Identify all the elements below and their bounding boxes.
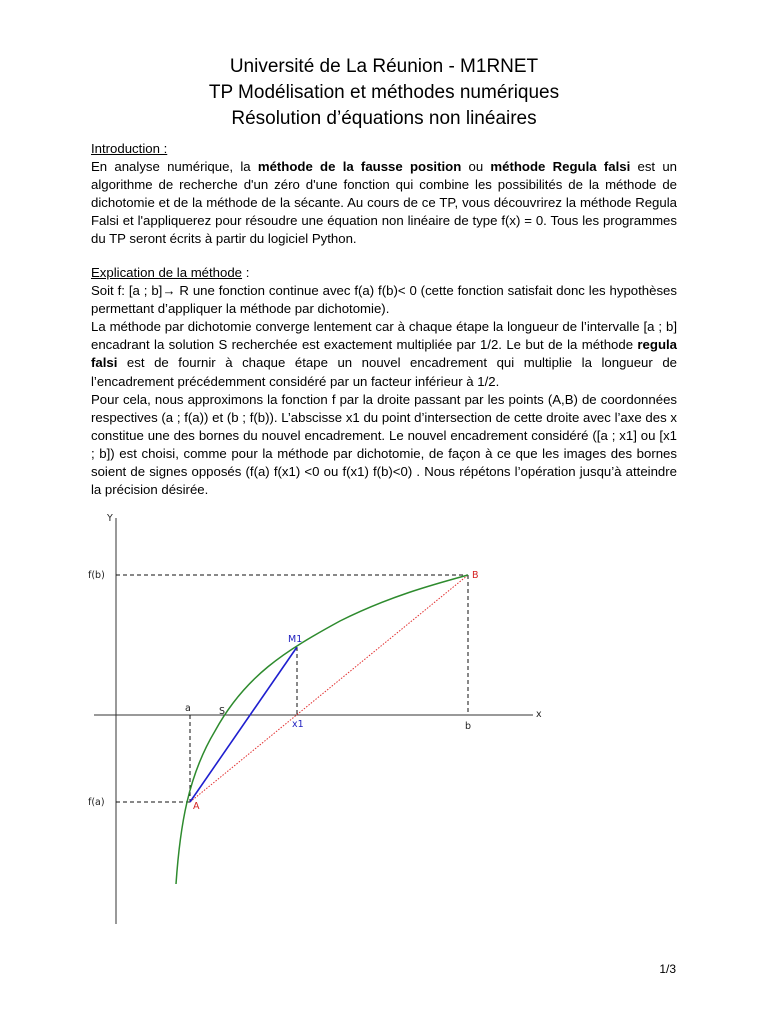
point-b-label: B xyxy=(472,570,479,581)
explication-heading-line xyxy=(91,264,677,282)
page-number: 1/3 xyxy=(659,962,676,976)
explic-bold-regula-falsi: regula falsi xyxy=(91,337,677,371)
regula-falsi-diagram xyxy=(80,506,560,926)
explication-heading: Explication de la méthode xyxy=(91,265,243,280)
introduction-paragraph xyxy=(91,158,677,248)
secant-am1-line xyxy=(190,647,297,802)
secant-ab-line xyxy=(190,575,468,802)
point-a-label: A xyxy=(193,801,200,812)
title-course: TP Modélisation et méthodes numériques xyxy=(208,82,560,103)
s-label: S xyxy=(219,706,226,717)
m1-label: M1 xyxy=(288,634,303,645)
function-curve xyxy=(176,575,468,884)
explication-heading-suffix: : xyxy=(242,265,250,280)
title-university: Université de La Réunion - M1RNET xyxy=(229,56,539,77)
x1-label: x1 xyxy=(292,719,304,730)
a-label: a xyxy=(185,703,191,714)
b-label: b xyxy=(465,721,472,732)
fa-label: f(a) xyxy=(88,797,105,808)
intro-bold-regula-falsi: méthode Regula falsi xyxy=(490,159,631,175)
explic-text-1: La méthode par dichotomie converge lentement car à chaque étape la longueur de l’intervalle [a ; b] encadrant la solution S recherchée est exactement multipliée par 1/2. Le but de la méthode xyxy=(91,319,677,353)
explication-section xyxy=(91,264,677,499)
intro-bold-fausse-position: méthode de la fausse position xyxy=(257,159,462,175)
title-topic: Résolution d’équations non linéaires xyxy=(231,108,537,129)
explication-paragraph-2 xyxy=(91,318,677,390)
introduction-heading: Introduction : xyxy=(91,141,168,156)
explication-paragraph-3: Pour cela, nous approximons la fonction f par la droite passant par les points (A,B) de coordonnées respectives (a ; f(a)) et (b ; f(b)). L’abscisse x1 du point d’intersection de cette droite avec l’axe des x constitue une des bornes du nouvel encadrement. Le nouvel encadrement considéré ([a ; x1] ou [x1 ; b]) est choisi, comme pour la méthode par dichotomie, de façon à ce que les images des bornes soient de signes opposés (f(a) f(x1) <0 ou f(x1) f(b)<0) . Nous répétons l’opération jusqu’à atteindre la précision désirée. xyxy=(91,391,677,498)
intro-text-1: En analyse numérique, la xyxy=(91,159,258,175)
explic-text-2: est de fournir à chaque étape un nouvel encadrement qui multiplie la longueur de l’encadrement précédemment considéré par un facteur inférieur à 1/2. xyxy=(91,355,677,389)
intro-text-3: est un algorithme de recherche d'un zéro d'une fonction qui combine les possibilités de la méthode de dichotomie et de la méthode de la sécante. Au cours de ce TP, vous découvrirez la méthode Regula Falsi et l'appliquerez pour résoudre une équation non linéaire de type f(x) = 0. Tous les programmes du TP seront écrits à partir du logiciel Python. xyxy=(91,159,677,247)
intro-text-2: ou xyxy=(461,159,491,175)
introduction-section xyxy=(91,140,677,249)
explication-paragraph-1: Soit f: [a ; b]→ R une fonction continue avec f(a) f(b)< 0 (cette fonction satisfait donc les hypothèses permettant d’appliquer la méthode par dichotomie). xyxy=(91,283,677,317)
y-axis-label: Y xyxy=(107,513,113,524)
fb-label: f(b) xyxy=(88,570,105,581)
x-axis-label: x xyxy=(536,709,542,720)
